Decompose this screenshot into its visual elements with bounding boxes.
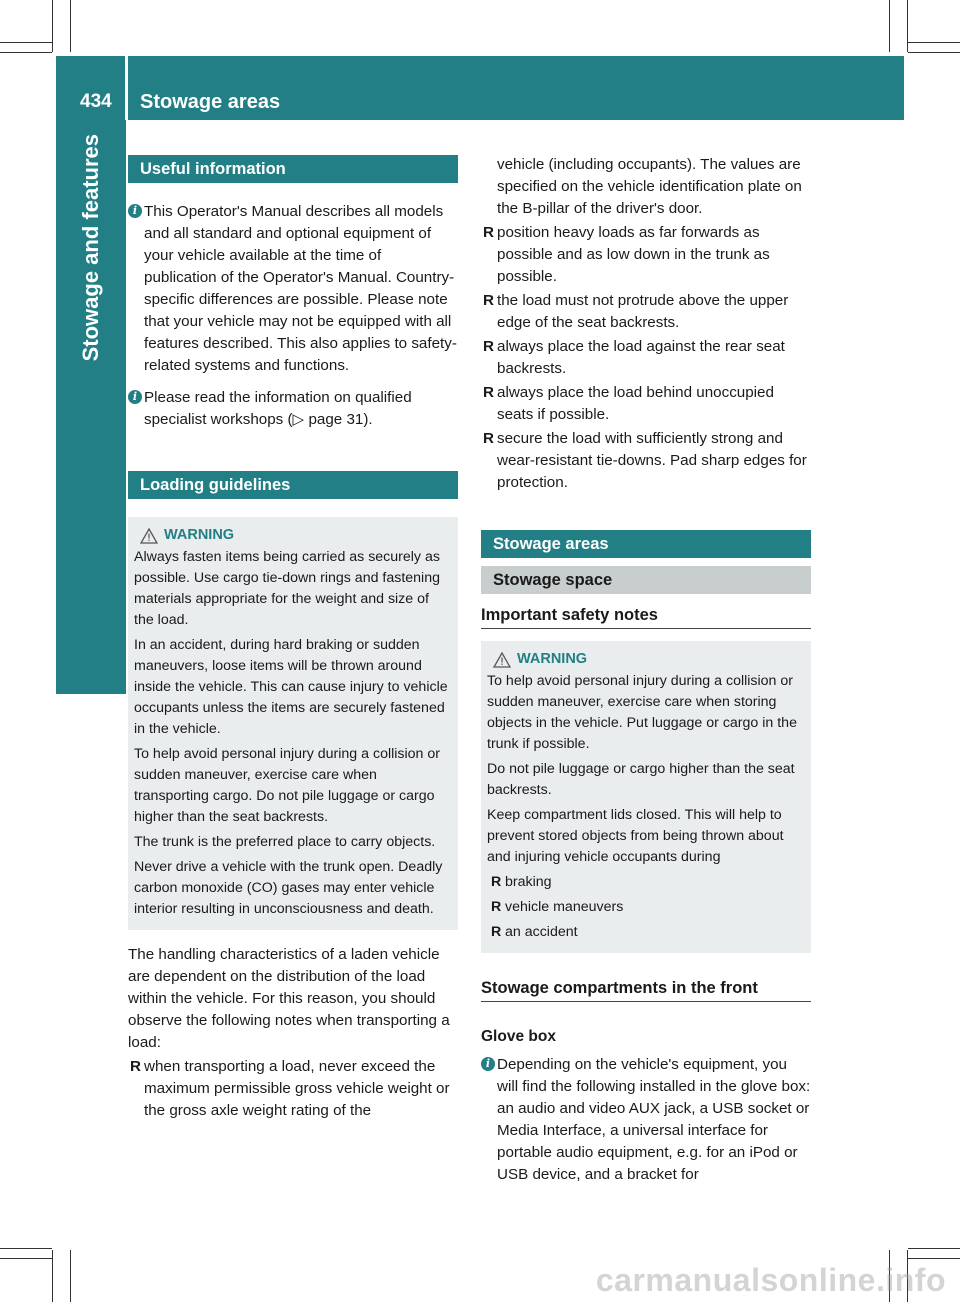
- bullet-marker: R: [491, 924, 502, 940]
- crop-mark: [908, 1258, 960, 1259]
- warning-paragraph: Never drive a vehicle with the trunk open. Deadly carbon monoxide (CO) gases may enter vehicle interior resulting in unconsciousness and death.: [134, 859, 443, 917]
- right-column: [481, 154, 811, 1186]
- crop-mark: [0, 1258, 52, 1259]
- info-icon: i: [481, 1057, 495, 1071]
- warning-list-item-text: an accident: [505, 924, 578, 940]
- info-note-text: This Operator's Manual describes all models and all standard and optional equipment of your vehicle available at the time of publication of the Operator's Manual. Country-specific differences are possible. Please note that your vehicle may not be equipped with all features described. This also applies to safety-related systems and functions.: [144, 203, 457, 374]
- list-item-text: the load must not protrude above the upper edge of the seat backrests.: [497, 292, 789, 331]
- info-note-text: Depending on the vehicle's equipment, you will find the following installed in the glove box: an audio and video AUX jack, a USB socket or Media Interface, a universal interface for portable audio equipment, e.g. for an iPod or USB device, and a bracket for: [497, 1056, 811, 1183]
- list-item: [481, 290, 811, 334]
- list-item: [481, 222, 811, 288]
- warning-list-item: [487, 872, 805, 893]
- crop-mark: [52, 0, 53, 52]
- bullet-marker: R: [483, 292, 494, 309]
- bullet-marker: R: [483, 430, 494, 447]
- warning-paragraph: Keep compartment lids closed. This will help to prevent stored objects from being thrown about and injuring vehicle occupants during: [487, 807, 784, 865]
- info-note-text: Please read the information on qualified specialist workshops (▷ page 31).: [144, 389, 412, 428]
- info-icon: i: [128, 204, 142, 218]
- warning-paragraph: In an accident, during hard braking or sudden maneuvers, loose items will be thrown around inside the vehicle. This can cause injury to vehicle occupants unless the items are securely fastened in the vehicle.: [134, 637, 448, 737]
- chapter-side-tab-label: Stowage and features: [78, 134, 103, 362]
- warning-paragraph: Always fasten items being carried as securely as possible. Use cargo tie-down rings and fastening materials appropriate for the weight and size of the load.: [134, 549, 440, 628]
- list-item: [481, 382, 811, 426]
- warning-list-item: [487, 922, 805, 943]
- list-item-text: always place the load behind unoccupied seats if possible.: [497, 384, 774, 423]
- crop-mark: [908, 1248, 960, 1249]
- warning-list-item: [487, 897, 805, 918]
- heading-glove-box: Glove box: [481, 1028, 556, 1045]
- warning-label: WARNING: [517, 651, 588, 667]
- warning-list-item-text: braking: [505, 874, 552, 890]
- heading-front-stowage-compartments: Stowage compartments in the front: [481, 977, 811, 1002]
- info-icon: i: [128, 390, 142, 404]
- crop-mark: [0, 1248, 52, 1249]
- bullet-marker: R: [491, 874, 502, 890]
- list-item-text: when transporting a load, never exceed the maximum permissible gross vehicle weight or the gross axle weight rating of the: [144, 1058, 450, 1119]
- heading-important-safety-notes: Important safety notes: [481, 604, 811, 629]
- chapter-side-tab: [56, 120, 126, 694]
- list-item: [128, 1056, 458, 1122]
- warning-triangle-icon: [140, 528, 158, 544]
- list-item: [481, 336, 811, 380]
- warning-triangle-icon: [493, 652, 511, 668]
- warning-list-item-text: vehicle maneuvers: [505, 899, 624, 915]
- list-item-text: always place the load against the rear seat backrests.: [497, 338, 785, 377]
- crop-mark: [70, 0, 71, 52]
- list-item: [481, 428, 811, 494]
- section-heading-loading-guidelines: Loading guidelines: [128, 471, 458, 499]
- info-note: [481, 1054, 811, 1186]
- warning-paragraph: To help avoid personal injury during a collision or sudden maneuver, exercise care when storing objects in the vehicle. Put luggage or cargo in the trunk if possible.: [487, 673, 797, 752]
- warning-box: [481, 641, 811, 953]
- warning-box: [128, 517, 458, 930]
- bullet-marker: R: [483, 338, 494, 355]
- warning-paragraph: The trunk is the preferred place to carry objects.: [134, 834, 436, 850]
- crop-mark: [0, 52, 52, 53]
- section-heading-stowage-areas: Stowage areas: [481, 530, 811, 558]
- crop-mark: [70, 1250, 71, 1302]
- list-item-text: secure the load with sufficiently strong and wear-resistant tie-downs. Pad sharp edges for protection.: [497, 430, 807, 491]
- page-title: Stowage areas: [140, 91, 281, 113]
- warning-label: WARNING: [164, 527, 235, 543]
- warning-header: [487, 649, 805, 670]
- info-note: [128, 387, 458, 431]
- left-column: [128, 155, 458, 1122]
- crop-mark: [889, 0, 890, 52]
- crop-mark: [0, 42, 52, 43]
- section-heading-useful-information: Useful information: [128, 155, 458, 183]
- bullet-marker: R: [491, 899, 502, 915]
- page-number: 434: [80, 91, 112, 112]
- bullet-marker: R: [483, 224, 494, 241]
- crop-mark: [52, 1250, 53, 1302]
- list-item-text: position heavy loads as far forwards as possible and as low down in the trunk as possible.: [497, 224, 770, 285]
- body-paragraph: The handling characteristics of a laden vehicle are dependent on the distribution of the load within the vehicle. For this reason, you should observe the following notes when transporting a load:: [128, 946, 450, 1051]
- warning-header: [134, 525, 452, 546]
- watermark: carmanualsonline.info: [595, 1262, 946, 1298]
- header-divider: [125, 56, 128, 120]
- warning-paragraph: To help avoid personal injury during a collision or sudden maneuver, exercise care when transporting cargo. Do not pile luggage or cargo higher than the seat backrests.: [134, 746, 440, 825]
- warning-paragraph: Do not pile luggage or cargo higher than the seat backrests.: [487, 761, 795, 798]
- bullet-marker: R: [130, 1058, 141, 1075]
- info-note: [128, 201, 458, 377]
- subsection-heading-stowage-space: Stowage space: [481, 566, 811, 594]
- crop-mark: [908, 52, 960, 53]
- bullet-marker: R: [483, 384, 494, 401]
- crop-mark: [907, 0, 908, 52]
- crop-mark: [908, 42, 960, 43]
- list-item-continuation: vehicle (including occupants). The values are specified on the vehicle identification plate on the B-pillar of the driver's door.: [497, 156, 802, 217]
